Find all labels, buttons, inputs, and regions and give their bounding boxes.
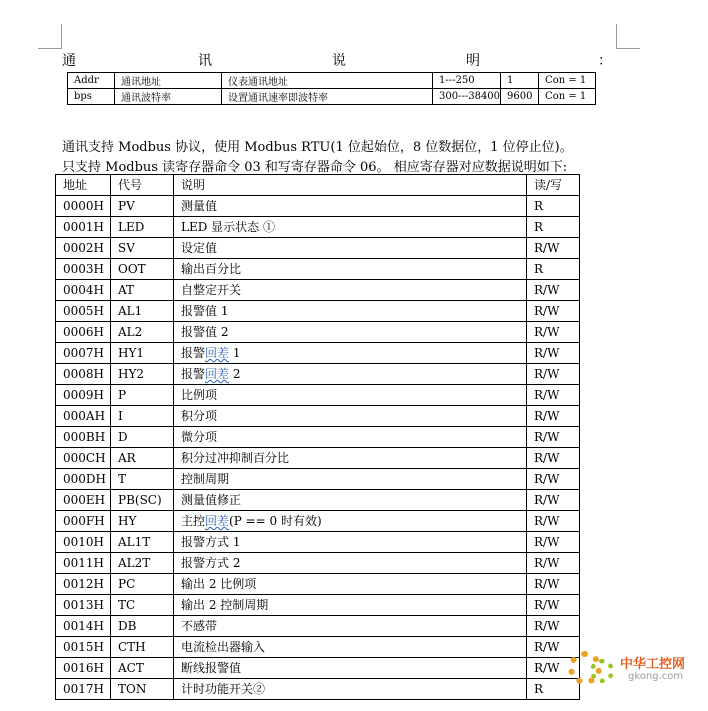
table-cell: DB (111, 616, 174, 637)
table-cell: AL2 (111, 322, 174, 343)
crop-mark-top-right-h (616, 48, 640, 49)
table-cell: 0016H (56, 658, 111, 679)
table-row (68, 73, 596, 89)
table-cell: R/W (527, 616, 580, 637)
table-cell: 通讯地址 (115, 73, 222, 89)
table-row (56, 385, 580, 406)
table-cell: 设置通讯速率即波特率 (222, 89, 433, 105)
table-row (56, 322, 580, 343)
spellcheck-underline: 回差 (205, 367, 230, 381)
table-cell: 0010H (56, 532, 111, 553)
table-cell: PC (111, 574, 174, 595)
table-cell: R/W (527, 385, 580, 406)
table-cell: 自整定开关 (174, 280, 527, 301)
table-cell: 0012H (56, 574, 111, 595)
table-cell: 0015H (56, 637, 111, 658)
table-cell: 微分项 (174, 427, 527, 448)
table-cell: 计时功能开关② (174, 679, 527, 700)
table-cell: R (527, 217, 580, 238)
table-cell: AR (111, 448, 174, 469)
table-cell: AT (111, 280, 174, 301)
table-row (56, 448, 580, 469)
watermark-brand: 中华工控网 (620, 657, 686, 672)
table-row (56, 469, 580, 490)
table-cell: HY (111, 511, 174, 532)
table-cell: 控制周期 (174, 469, 527, 490)
crop-mark-top-left-v (61, 24, 62, 49)
table-cell: R/W (527, 637, 580, 658)
table-cell: HY2 (111, 364, 174, 385)
table-cell: R/W (527, 280, 580, 301)
table-cell: 0017H (56, 679, 111, 700)
heading-char: 说 (332, 53, 346, 69)
column-header: 读/写 (527, 175, 580, 196)
spellcheck-underline: 回差 (205, 514, 230, 528)
table-cell: 0011H (56, 553, 111, 574)
table-cell: 000BH (56, 427, 111, 448)
table-cell: R/W (527, 406, 580, 427)
table-cell: AL2T (111, 553, 174, 574)
paragraph-commands: 只支持 Modbus 读寄存器命令 03 和写寄存器命令 06。 相应寄存器对应数据说明如下: (62, 160, 568, 175)
heading-char: 通 (62, 53, 76, 69)
table-row (56, 280, 580, 301)
spellcheck-underline: 回差 (205, 346, 230, 360)
table-cell: LED (111, 217, 174, 238)
table-row (68, 89, 596, 105)
table-cell: R/W (527, 301, 580, 322)
table-cell: 输出 2 控制周期 (174, 595, 527, 616)
table-cell: PB(SC) (111, 490, 174, 511)
table-cell: 输出百分比 (174, 259, 527, 280)
table-row (56, 511, 580, 532)
column-header: 地址 (56, 175, 111, 196)
table-cell: 输出 2 比例项 (174, 574, 527, 595)
crop-mark-top-right-v (616, 24, 617, 49)
table-cell: R/W (527, 364, 580, 385)
table-cell: R/W (527, 469, 580, 490)
table-cell: R/W (527, 238, 580, 259)
table-cell: R/W (527, 490, 580, 511)
crop-mark-top-left-h (38, 48, 62, 49)
paragraph-protocol: 通讯支持 Modbus 协议，使用 Modbus RTU(1 位起始位，8 位数据位，1 位停止位)。 (62, 140, 573, 155)
table-cell: 电流检出器输入 (174, 637, 527, 658)
table-cell: P (111, 385, 174, 406)
table-cell: 主控回差(P == 0 时有效) (174, 511, 527, 532)
watermark-url: gkong.com (628, 671, 684, 682)
table-cell: 积分过冲抑制百分比 (174, 448, 527, 469)
table-cell: ACT (111, 658, 174, 679)
table-cell: 0004H (56, 280, 111, 301)
table-row (56, 427, 580, 448)
table-cell: 0005H (56, 301, 111, 322)
table-row (56, 343, 580, 364)
table-cell: 000AH (56, 406, 111, 427)
table-row (56, 679, 580, 700)
table-cell: 300---38400 (433, 89, 501, 105)
column-header: 代号 (111, 175, 174, 196)
register-table-body (56, 196, 580, 700)
table-header-row (56, 175, 580, 196)
table-cell: 000FH (56, 511, 111, 532)
table-cell: 0007H (56, 343, 111, 364)
table-cell: Con = 1 (539, 89, 596, 105)
table-cell: R/W (527, 448, 580, 469)
table-cell: R/W (527, 553, 580, 574)
table-cell: R/W (527, 427, 580, 448)
table-cell: 报警方式 1 (174, 532, 527, 553)
table-cell: 报警值 1 (174, 301, 527, 322)
table-cell: PV (111, 196, 174, 217)
section-heading (62, 50, 622, 70)
table-cell: AL1 (111, 301, 174, 322)
heading-colon: ： (598, 53, 612, 69)
table-cell: OOT (111, 259, 174, 280)
heading-char: 明 (466, 53, 480, 69)
table-cell: Con = 1 (539, 73, 596, 89)
table-cell: 0006H (56, 322, 111, 343)
table-cell: 000EH (56, 490, 111, 511)
table-cell: R (527, 196, 580, 217)
gkong-watermark (568, 647, 700, 697)
table-row (56, 196, 580, 217)
table-cell: 0003H (56, 259, 111, 280)
table-cell: 1 (501, 73, 539, 89)
table-cell: Addr (68, 73, 115, 89)
table-cell: 0013H (56, 595, 111, 616)
table-row (56, 595, 580, 616)
table-cell: 0009H (56, 385, 111, 406)
table-cell: 0002H (56, 238, 111, 259)
table-cell: 断线报警值 (174, 658, 527, 679)
table-cell: TC (111, 595, 174, 616)
table-cell: D (111, 427, 174, 448)
table-cell: R/W (527, 574, 580, 595)
table-cell: R/W (527, 343, 580, 364)
table-row (56, 364, 580, 385)
table-cell: bps (68, 89, 115, 105)
table-row (56, 574, 580, 595)
table-row (56, 301, 580, 322)
table-row (56, 553, 580, 574)
heading-char: 讯 (198, 53, 212, 69)
table-cell: 报警回差 2 (174, 364, 527, 385)
table-cell: 9600 (501, 89, 539, 105)
table-row (56, 217, 580, 238)
table-cell: 比例项 (174, 385, 527, 406)
table-cell: 测量值 (174, 196, 527, 217)
table-cell: R (527, 679, 580, 700)
table-cell: 报警方式 2 (174, 553, 527, 574)
table-row (56, 637, 580, 658)
table-cell: 1---250 (433, 73, 501, 89)
table-cell: 0008H (56, 364, 111, 385)
table-cell: R/W (527, 532, 580, 553)
table-cell: R/W (527, 595, 580, 616)
register-table (55, 174, 580, 700)
table-cell: 0001H (56, 217, 111, 238)
table-cell: 仪表通讯地址 (222, 73, 433, 89)
table-cell: 000DH (56, 469, 111, 490)
table-row (56, 658, 580, 679)
table-row (56, 490, 580, 511)
table-cell: R (527, 259, 580, 280)
table-cell: I (111, 406, 174, 427)
comm-params-table (67, 72, 596, 105)
table-cell: 积分项 (174, 406, 527, 427)
table-cell: LED 显示状态 ① (174, 217, 527, 238)
table-cell: 0000H (56, 196, 111, 217)
table-cell: CTH (111, 637, 174, 658)
table-cell: AL1T (111, 532, 174, 553)
table-cell: R/W (527, 658, 580, 679)
table-cell: SV (111, 238, 174, 259)
table-cell: 报警值 2 (174, 322, 527, 343)
table-row (56, 532, 580, 553)
table-cell: 通讯波特率 (115, 89, 222, 105)
table-cell: TON (111, 679, 174, 700)
table-cell: 测量值修正 (174, 490, 527, 511)
table-cell: 设定值 (174, 238, 527, 259)
table-cell: R/W (527, 322, 580, 343)
table-cell: 000CH (56, 448, 111, 469)
table-cell: 报警回差 1 (174, 343, 527, 364)
column-header: 说明 (174, 175, 527, 196)
table-cell: 0014H (56, 616, 111, 637)
table-row (56, 406, 580, 427)
table-cell: HY1 (111, 343, 174, 364)
table-cell: R/W (527, 511, 580, 532)
gear-icon (590, 659, 614, 683)
table-cell: T (111, 469, 174, 490)
table-row (56, 238, 580, 259)
table-cell: 不感带 (174, 616, 527, 637)
table-row (56, 616, 580, 637)
table-row (56, 259, 580, 280)
